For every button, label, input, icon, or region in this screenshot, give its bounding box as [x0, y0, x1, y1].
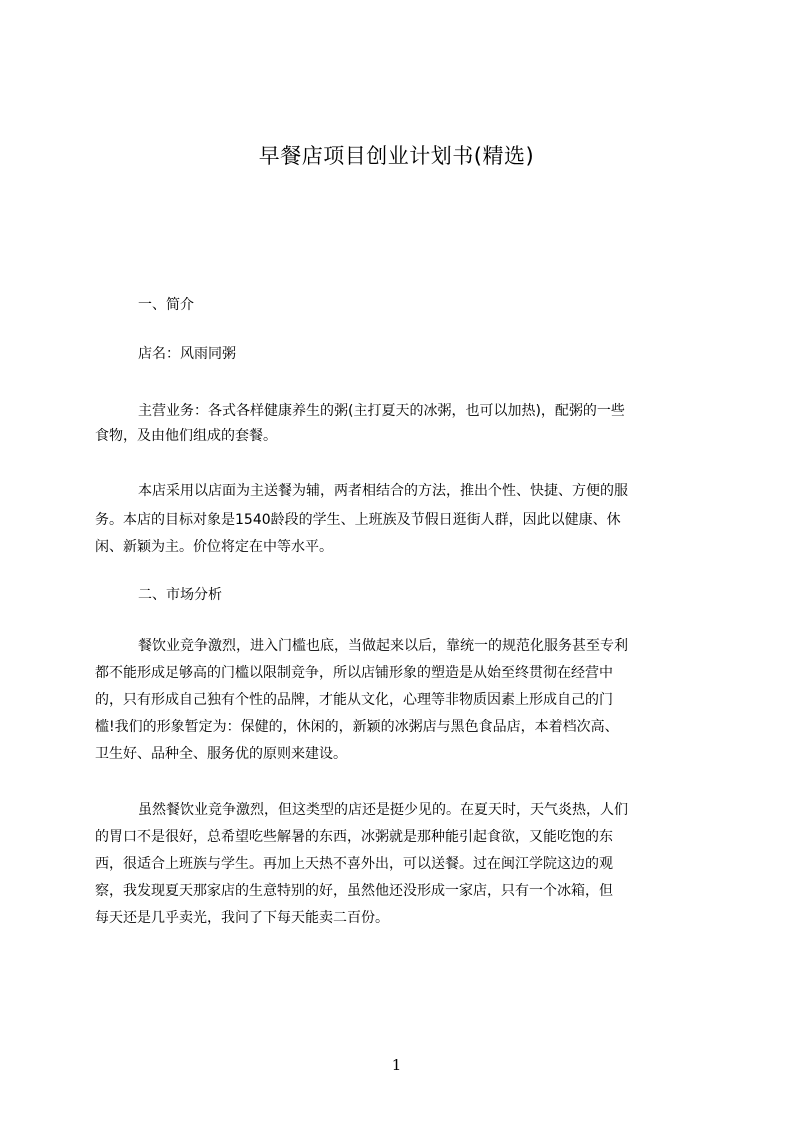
paragraph-line: 每天还是几乎卖光，我问了下每天能卖二百份。 — [95, 910, 389, 926]
section-heading-market: 二、市场分析 — [138, 587, 222, 603]
paragraph-line: 食物，及由他们组成的套餐。 — [95, 428, 277, 444]
paragraph-line: 餐饮业竞争激烈，进入门槛也底，当做起来以后，靠统一的规范化服务甚至专利 — [138, 638, 628, 654]
paragraph-line: 察，我发现夏天那家店的生意特别的好，虽然他还没形成一家店，只有一个冰箱，但 — [95, 883, 613, 899]
paragraph-line: 槛!我们的形象暂定为：保健的，休闲的，新颖的冰粥店与黑色食品店，本着档次高、 — [95, 719, 619, 735]
paragraph-line: 务。本店的目标对象是1540龄段的学生、上班族及节假日逛街人群，因此以健康、休 — [95, 512, 621, 528]
paragraph-line: 卫生好、品种全、服务优的原则来建设。 — [95, 746, 347, 762]
shop-name-line: 店名：风雨同粥 — [138, 346, 236, 362]
paragraph-line: 西，很适合上班族与学生。再加上天热不喜外出，可以送餐。过在闽江学院这边的观 — [95, 856, 613, 872]
paragraph-line: 都不能形成足够高的门槛以限制竞争，所以店铺形象的塑造是从始至终贯彻在经营中 — [95, 665, 613, 681]
paragraph-line: 的，只有形成自己独有个性的品牌，才能从文化，心理等非物质因素上形成自己的门 — [95, 692, 613, 708]
paragraph-line: 闲、新颖为主。价位将定在中等水平。 — [95, 539, 333, 555]
paragraph-line: 本店采用以店面为主送餐为辅，两者相结合的方法，推出个性、快捷、方便的服 — [138, 483, 628, 499]
document-title: 早餐店项目创业计划书(精选) — [258, 144, 535, 168]
paragraph-line: 的胃口不是很好，总希望吃些解暑的东西，冰粥就是那种能引起食欲，又能吃饱的东 — [95, 829, 613, 845]
section-heading-intro: 一、简介 — [138, 297, 194, 313]
page-number: 1 — [391, 1056, 402, 1074]
paragraph-line: 虽然餐饮业竞争激烈，但这类型的店还是挺少见的。在夏天时，天气炎热，人们 — [138, 802, 628, 818]
paragraph-line: 主营业务：各式各样健康养生的粥(主打夏天的冰粥，也可以加热)，配粥的一些 — [138, 403, 625, 419]
